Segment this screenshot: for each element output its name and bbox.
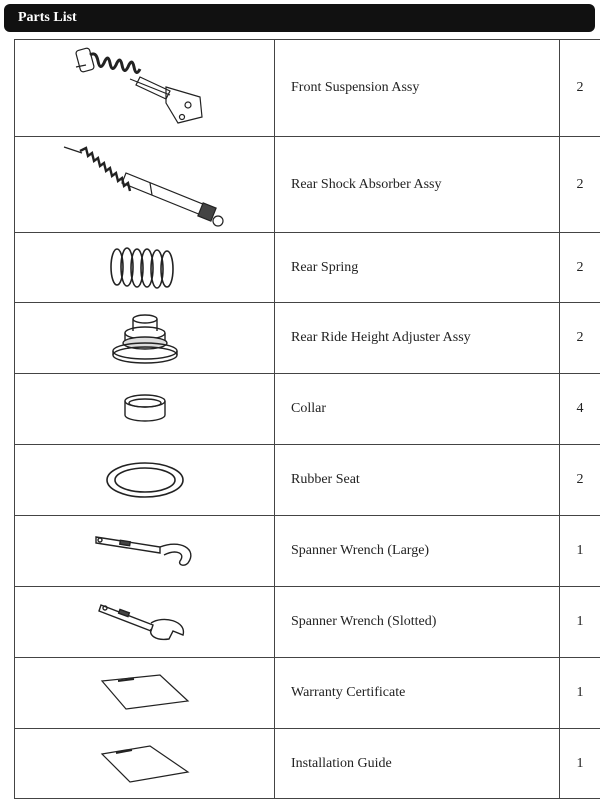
part-image-cell <box>15 40 275 137</box>
spanner-wrench-large-icon <box>90 531 200 571</box>
rubber-seat-icon <box>105 460 185 500</box>
part-image-cell <box>15 303 275 374</box>
part-qty: 4 <box>560 374 600 445</box>
table-row <box>15 40 600 137</box>
part-name: Spanner Wrench (Large) <box>275 516 560 587</box>
part-qty: 2 <box>560 303 600 374</box>
part-image-cell <box>15 137 275 233</box>
part-name: Rear Ride Height Adjuster Assy <box>275 303 560 374</box>
collar-icon <box>120 391 170 427</box>
table-row <box>15 587 600 658</box>
part-qty: 1 <box>560 729 600 799</box>
spanner-wrench-slotted-icon <box>97 599 193 645</box>
part-qty: 2 <box>560 445 600 516</box>
part-name: Rear Spring <box>275 233 560 303</box>
front-suspension-icon <box>70 43 220 133</box>
rear-shock-icon <box>60 139 230 231</box>
rear-spring-icon <box>105 241 185 295</box>
part-qty: 2 <box>560 40 600 137</box>
part-image-cell <box>15 374 275 445</box>
part-name: Spanner Wrench (Slotted) <box>275 587 560 658</box>
part-image-cell <box>15 587 275 658</box>
part-qty: 2 <box>560 233 600 303</box>
parts-table <box>14 39 600 799</box>
table-row <box>15 303 600 374</box>
part-image-cell <box>15 445 275 516</box>
part-name: Warranty Certificate <box>275 658 560 729</box>
part-image-cell <box>15 658 275 729</box>
part-name: Installation Guide <box>275 729 560 799</box>
table-row <box>15 729 600 799</box>
table-row <box>15 374 600 445</box>
table-row <box>15 658 600 729</box>
part-qty: 2 <box>560 137 600 233</box>
table-row <box>15 516 600 587</box>
warranty-certificate-icon <box>100 673 190 713</box>
part-qty: 1 <box>560 587 600 658</box>
parts-list-header <box>4 4 595 32</box>
part-name: Collar <box>275 374 560 445</box>
part-image-cell <box>15 233 275 303</box>
part-image-cell <box>15 516 275 587</box>
part-qty: 1 <box>560 516 600 587</box>
part-name: Rubber Seat <box>275 445 560 516</box>
table-row <box>15 233 600 303</box>
page-title: Parts List <box>18 10 77 25</box>
installation-guide-icon <box>100 744 190 784</box>
ride-height-adjuster-icon <box>110 309 180 367</box>
table-row <box>15 445 600 516</box>
part-name: Rear Shock Absorber Assy <box>275 137 560 233</box>
table-row <box>15 137 600 233</box>
part-image-cell <box>15 729 275 799</box>
part-name: Front Suspension Assy <box>275 40 560 137</box>
part-qty: 1 <box>560 658 600 729</box>
